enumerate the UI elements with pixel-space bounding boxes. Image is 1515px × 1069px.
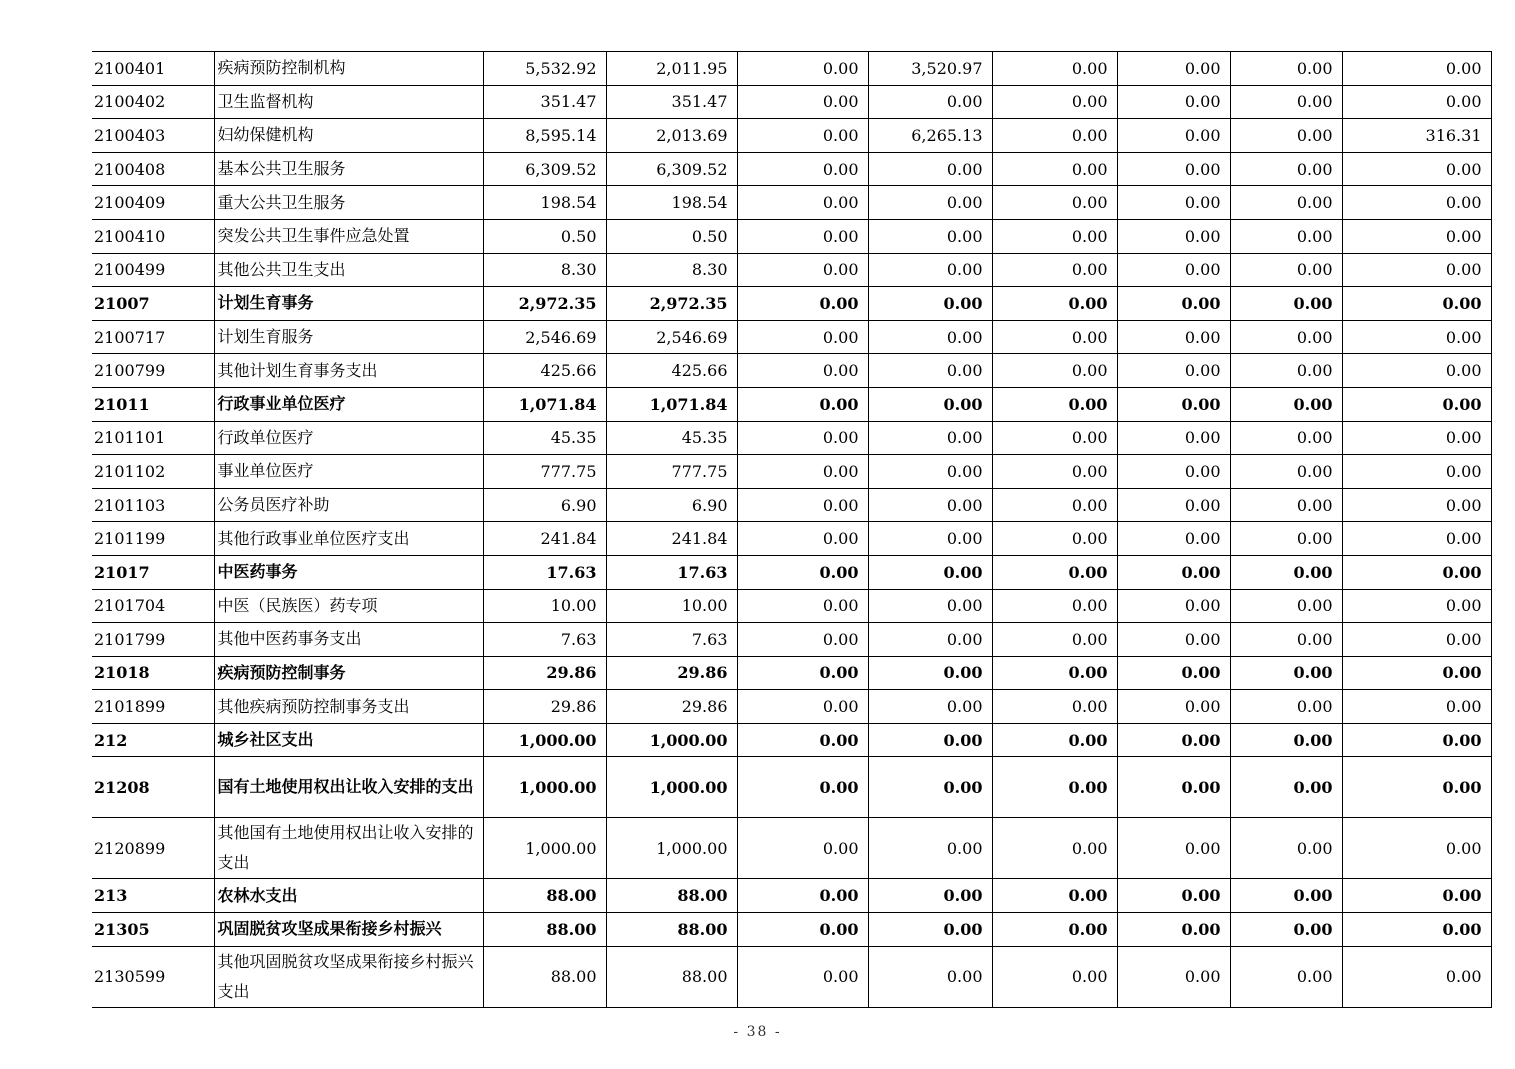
row-name: 其他公共卫生支出 <box>214 253 483 287</box>
table-row <box>92 913 1491 947</box>
row-value: 1,071.84 <box>483 387 606 421</box>
row-value: 2,972.35 <box>483 287 606 321</box>
table-row <box>92 387 1491 421</box>
row-code: 2100410 <box>92 219 214 253</box>
row-value: 1,071.84 <box>606 387 737 421</box>
row-value: 88.00 <box>483 913 606 947</box>
row-value: 425.66 <box>606 354 737 388</box>
row-value: 198.54 <box>606 186 737 220</box>
row-value: 1,000.00 <box>483 723 606 757</box>
row-value: 0.00 <box>1342 946 1491 1007</box>
row-value: 0.00 <box>992 186 1117 220</box>
row-code: 21017 <box>92 555 214 589</box>
row-value: 0.00 <box>992 421 1117 455</box>
row-value: 8.30 <box>606 253 737 287</box>
row-value: 0.00 <box>992 488 1117 522</box>
row-value: 0.00 <box>1117 723 1230 757</box>
row-value: 0.00 <box>1230 455 1342 489</box>
row-value: 777.75 <box>606 455 737 489</box>
row-value: 0.00 <box>868 589 992 623</box>
row-value: 0.00 <box>868 219 992 253</box>
row-code: 2101199 <box>92 522 214 556</box>
row-value: 0.00 <box>737 354 868 388</box>
row-value: 0.00 <box>1117 757 1230 818</box>
row-value: 0.00 <box>868 287 992 321</box>
table-row <box>92 488 1491 522</box>
row-value: 0.00 <box>1342 723 1491 757</box>
row-value: 0.00 <box>992 555 1117 589</box>
row-name: 中医（民族医）药专项 <box>214 589 483 623</box>
row-value: 0.00 <box>992 287 1117 321</box>
row-name: 疾病预防控制事务 <box>214 656 483 690</box>
row-value: 0.00 <box>1230 421 1342 455</box>
row-code: 2101102 <box>92 455 214 489</box>
row-value: 0.00 <box>1342 488 1491 522</box>
row-value: 2,546.69 <box>606 320 737 354</box>
row-value: 0.00 <box>737 387 868 421</box>
row-code: 212 <box>92 723 214 757</box>
row-value: 0.00 <box>737 287 868 321</box>
row-value: 6.90 <box>606 488 737 522</box>
row-value: 0.00 <box>1230 488 1342 522</box>
budget-table <box>92 51 1492 1008</box>
row-value: 0.00 <box>868 656 992 690</box>
row-value: 0.00 <box>1230 656 1342 690</box>
row-code: 21305 <box>92 913 214 947</box>
row-value: 29.86 <box>483 690 606 724</box>
row-name: 其他巩固脱贫攻坚成果衔接乡村振兴支出 <box>214 946 483 1007</box>
table-row <box>92 555 1491 589</box>
row-name: 疾病预防控制机构 <box>214 52 483 86</box>
row-value: 0.00 <box>1342 455 1491 489</box>
row-value: 0.00 <box>1230 186 1342 220</box>
row-value: 0.00 <box>1342 186 1491 220</box>
table-row <box>92 723 1491 757</box>
row-value: 1,000.00 <box>606 723 737 757</box>
row-value: 0.00 <box>737 757 868 818</box>
row-name: 中医药事务 <box>214 555 483 589</box>
row-value: 0.00 <box>1342 287 1491 321</box>
row-name: 城乡社区支出 <box>214 723 483 757</box>
row-value: 88.00 <box>483 946 606 1007</box>
row-value: 7.63 <box>606 623 737 657</box>
row-value: 0.00 <box>868 818 992 879</box>
row-value: 0.00 <box>1342 757 1491 818</box>
row-value: 0.00 <box>1230 52 1342 86</box>
row-value: 0.00 <box>1117 253 1230 287</box>
row-value: 0.00 <box>1342 354 1491 388</box>
row-value: 0.00 <box>868 879 992 913</box>
row-code: 2101799 <box>92 623 214 657</box>
row-name: 计划生育服务 <box>214 320 483 354</box>
row-value: 0.00 <box>868 253 992 287</box>
row-value: 0.00 <box>1230 320 1342 354</box>
row-value: 0.00 <box>1342 818 1491 879</box>
row-value: 1,000.00 <box>606 757 737 818</box>
row-value: 0.00 <box>1117 455 1230 489</box>
row-value: 0.00 <box>992 320 1117 354</box>
row-value: 0.00 <box>1230 152 1342 186</box>
row-value: 1,000.00 <box>483 818 606 879</box>
row-code: 2120899 <box>92 818 214 879</box>
row-value: 8.30 <box>483 253 606 287</box>
row-value: 10.00 <box>606 589 737 623</box>
row-name: 农林水支出 <box>214 879 483 913</box>
row-value: 0.00 <box>1342 522 1491 556</box>
row-value: 0.00 <box>868 186 992 220</box>
row-value: 0.00 <box>1342 913 1491 947</box>
row-value: 0.00 <box>737 690 868 724</box>
table-row <box>92 656 1491 690</box>
row-value: 0.00 <box>992 387 1117 421</box>
row-value: 6.90 <box>483 488 606 522</box>
row-code: 2100402 <box>92 85 214 119</box>
row-value: 0.00 <box>992 589 1117 623</box>
row-value: 0.00 <box>1230 690 1342 724</box>
row-value: 0.00 <box>737 946 868 1007</box>
row-value: 88.00 <box>606 913 737 947</box>
row-value: 0.00 <box>1117 623 1230 657</box>
row-value: 0.00 <box>737 85 868 119</box>
row-code: 2100408 <box>92 152 214 186</box>
row-value: 0.00 <box>868 555 992 589</box>
table-row <box>92 946 1491 1007</box>
row-code: 2100717 <box>92 320 214 354</box>
row-value: 0.00 <box>992 656 1117 690</box>
row-name: 其他疾病预防控制事务支出 <box>214 690 483 724</box>
row-value: 6,309.52 <box>483 152 606 186</box>
page-number: - 38 - <box>733 1024 782 1040</box>
row-value: 2,972.35 <box>606 287 737 321</box>
row-value: 0.50 <box>483 219 606 253</box>
table-row <box>92 152 1491 186</box>
row-value: 0.00 <box>1230 119 1342 153</box>
row-value: 0.00 <box>1117 421 1230 455</box>
row-value: 0.00 <box>868 85 992 119</box>
row-value: 0.50 <box>606 219 737 253</box>
row-value: 777.75 <box>483 455 606 489</box>
row-value: 0.00 <box>737 119 868 153</box>
row-value: 0.00 <box>1230 387 1342 421</box>
row-code: 2101103 <box>92 488 214 522</box>
row-value: 0.00 <box>1230 287 1342 321</box>
row-value: 0.00 <box>992 354 1117 388</box>
row-value: 0.00 <box>1230 85 1342 119</box>
row-value: 0.00 <box>1230 219 1342 253</box>
row-value: 0.00 <box>1230 723 1342 757</box>
row-value: 0.00 <box>868 522 992 556</box>
row-value: 0.00 <box>1230 757 1342 818</box>
row-name: 行政事业单位医疗 <box>214 387 483 421</box>
row-code: 2101101 <box>92 421 214 455</box>
row-value: 5,532.92 <box>483 52 606 86</box>
row-value: 2,013.69 <box>606 119 737 153</box>
row-value: 0.00 <box>737 186 868 220</box>
table-row <box>92 320 1491 354</box>
row-value: 88.00 <box>606 946 737 1007</box>
row-value: 0.00 <box>1230 522 1342 556</box>
row-value: 29.86 <box>483 656 606 690</box>
row-value: 0.00 <box>992 522 1117 556</box>
row-value: 0.00 <box>1117 656 1230 690</box>
row-value: 0.00 <box>737 623 868 657</box>
row-value: 0.00 <box>992 723 1117 757</box>
row-code: 2100403 <box>92 119 214 153</box>
table-row <box>92 85 1491 119</box>
row-value: 0.00 <box>992 119 1117 153</box>
row-value: 1,000.00 <box>606 818 737 879</box>
row-value: 2,011.95 <box>606 52 737 86</box>
row-value: 0.00 <box>1230 555 1342 589</box>
row-value: 0.00 <box>1117 85 1230 119</box>
row-value: 0.00 <box>992 879 1117 913</box>
row-value: 0.00 <box>1230 623 1342 657</box>
row-value: 0.00 <box>992 52 1117 86</box>
row-value: 0.00 <box>868 320 992 354</box>
table-row <box>92 589 1491 623</box>
row-value: 0.00 <box>868 913 992 947</box>
table-row <box>92 455 1491 489</box>
row-value: 0.00 <box>992 455 1117 489</box>
row-value: 0.00 <box>992 623 1117 657</box>
row-value: 0.00 <box>1117 219 1230 253</box>
row-value: 316.31 <box>1342 119 1491 153</box>
row-value: 0.00 <box>1342 421 1491 455</box>
row-value: 0.00 <box>737 723 868 757</box>
row-value: 351.47 <box>606 85 737 119</box>
row-value: 0.00 <box>992 85 1117 119</box>
table-row <box>92 354 1491 388</box>
row-value: 0.00 <box>737 152 868 186</box>
row-value: 45.35 <box>606 421 737 455</box>
table-row <box>92 119 1491 153</box>
row-code: 2100499 <box>92 253 214 287</box>
row-value: 0.00 <box>737 219 868 253</box>
table-row <box>92 818 1491 879</box>
row-value: 0.00 <box>992 690 1117 724</box>
row-code: 2101704 <box>92 589 214 623</box>
row-value: 0.00 <box>992 757 1117 818</box>
table-row <box>92 522 1491 556</box>
row-value: 0.00 <box>1342 690 1491 724</box>
row-value: 0.00 <box>1230 354 1342 388</box>
row-name: 其他行政事业单位医疗支出 <box>214 522 483 556</box>
row-value: 0.00 <box>1230 818 1342 879</box>
row-value: 7.63 <box>483 623 606 657</box>
row-value: 0.00 <box>737 253 868 287</box>
row-code: 21007 <box>92 287 214 321</box>
row-value: 17.63 <box>606 555 737 589</box>
row-name: 行政单位医疗 <box>214 421 483 455</box>
row-value: 0.00 <box>1117 946 1230 1007</box>
row-value: 0.00 <box>737 522 868 556</box>
row-code: 213 <box>92 879 214 913</box>
row-value: 0.00 <box>992 152 1117 186</box>
row-value: 0.00 <box>868 723 992 757</box>
row-value: 45.35 <box>483 421 606 455</box>
row-code: 21011 <box>92 387 214 421</box>
row-name: 基本公共卫生服务 <box>214 152 483 186</box>
row-value: 0.00 <box>1117 522 1230 556</box>
row-value: 0.00 <box>1117 913 1230 947</box>
row-value: 0.00 <box>1230 879 1342 913</box>
row-value: 0.00 <box>1117 119 1230 153</box>
table-row <box>92 52 1491 86</box>
table-row <box>92 219 1491 253</box>
table-row <box>92 421 1491 455</box>
row-value: 0.00 <box>737 555 868 589</box>
row-value: 0.00 <box>1117 287 1230 321</box>
row-value: 198.54 <box>483 186 606 220</box>
row-value: 0.00 <box>992 946 1117 1007</box>
row-value: 0.00 <box>1117 320 1230 354</box>
row-value: 0.00 <box>737 320 868 354</box>
row-value: 0.00 <box>1117 555 1230 589</box>
row-code: 2100401 <box>92 52 214 86</box>
row-value: 6,265.13 <box>868 119 992 153</box>
row-value: 0.00 <box>868 455 992 489</box>
row-value: 0.00 <box>1230 253 1342 287</box>
row-value: 0.00 <box>1230 946 1342 1007</box>
row-value: 0.00 <box>1117 818 1230 879</box>
row-value: 0.00 <box>1342 152 1491 186</box>
row-value: 0.00 <box>868 488 992 522</box>
table-row <box>92 186 1491 220</box>
row-value: 0.00 <box>737 455 868 489</box>
row-value: 0.00 <box>737 818 868 879</box>
row-name: 突发公共卫生事件应急处置 <box>214 219 483 253</box>
row-value: 0.00 <box>737 656 868 690</box>
row-name: 其他国有土地使用权出让收入安排的支出 <box>214 818 483 879</box>
row-value: 0.00 <box>868 623 992 657</box>
table-row <box>92 879 1491 913</box>
row-value: 0.00 <box>1230 589 1342 623</box>
row-name: 巩固脱贫攻坚成果衔接乡村振兴 <box>214 913 483 947</box>
row-value: 0.00 <box>1117 354 1230 388</box>
row-value: 0.00 <box>1117 387 1230 421</box>
row-value: 0.00 <box>1117 488 1230 522</box>
row-code: 2101899 <box>92 690 214 724</box>
row-value: 0.00 <box>1342 52 1491 86</box>
row-value: 0.00 <box>1342 879 1491 913</box>
row-value: 8,595.14 <box>483 119 606 153</box>
row-value: 0.00 <box>737 52 868 86</box>
row-value: 0.00 <box>1117 589 1230 623</box>
row-value: 0.00 <box>868 421 992 455</box>
row-value: 0.00 <box>1342 85 1491 119</box>
row-name: 公务员医疗补助 <box>214 488 483 522</box>
row-value: 88.00 <box>483 879 606 913</box>
row-value: 241.84 <box>483 522 606 556</box>
table-row <box>92 690 1491 724</box>
row-value: 88.00 <box>606 879 737 913</box>
table-row <box>92 623 1491 657</box>
row-value: 351.47 <box>483 85 606 119</box>
row-value: 0.00 <box>1117 186 1230 220</box>
row-code: 2130599 <box>92 946 214 1007</box>
row-value: 0.00 <box>868 690 992 724</box>
row-value: 0.00 <box>1117 152 1230 186</box>
row-value: 0.00 <box>1342 656 1491 690</box>
row-name: 事业单位医疗 <box>214 455 483 489</box>
row-value: 0.00 <box>1342 387 1491 421</box>
row-value: 0.00 <box>737 589 868 623</box>
row-name: 其他中医药事务支出 <box>214 623 483 657</box>
table-row <box>92 287 1491 321</box>
row-value: 6,309.52 <box>606 152 737 186</box>
row-value: 0.00 <box>868 757 992 818</box>
row-value: 0.00 <box>992 818 1117 879</box>
row-value: 0.00 <box>737 913 868 947</box>
row-value: 0.00 <box>868 946 992 1007</box>
row-value: 0.00 <box>1342 219 1491 253</box>
row-value: 1,000.00 <box>483 757 606 818</box>
row-value: 3,520.97 <box>868 52 992 86</box>
row-value: 0.00 <box>737 879 868 913</box>
row-value: 0.00 <box>992 913 1117 947</box>
row-name: 妇幼保健机构 <box>214 119 483 153</box>
row-value: 0.00 <box>1342 555 1491 589</box>
row-value: 0.00 <box>868 387 992 421</box>
row-value: 0.00 <box>1342 589 1491 623</box>
row-code: 2100799 <box>92 354 214 388</box>
row-name: 重大公共卫生服务 <box>214 186 483 220</box>
row-name: 卫生监督机构 <box>214 85 483 119</box>
row-value: 0.00 <box>1342 623 1491 657</box>
row-value: 241.84 <box>606 522 737 556</box>
table-body <box>92 52 1491 1008</box>
row-value: 10.00 <box>483 589 606 623</box>
row-code: 21018 <box>92 656 214 690</box>
row-name: 国有土地使用权出让收入安排的支出 <box>214 757 483 818</box>
row-value: 0.00 <box>992 253 1117 287</box>
row-value: 0.00 <box>1117 52 1230 86</box>
row-value: 0.00 <box>992 219 1117 253</box>
row-value: 0.00 <box>1342 253 1491 287</box>
table-row <box>92 253 1491 287</box>
row-value: 0.00 <box>1117 879 1230 913</box>
row-value: 0.00 <box>737 488 868 522</box>
row-value: 0.00 <box>1342 320 1491 354</box>
row-value: 2,546.69 <box>483 320 606 354</box>
row-value: 0.00 <box>868 152 992 186</box>
row-code: 2100409 <box>92 186 214 220</box>
row-code: 21208 <box>92 757 214 818</box>
row-value: 29.86 <box>606 690 737 724</box>
row-name: 其他计划生育事务支出 <box>214 354 483 388</box>
row-value: 0.00 <box>1230 913 1342 947</box>
table-row <box>92 757 1491 818</box>
row-value: 0.00 <box>868 354 992 388</box>
row-name: 计划生育事务 <box>214 287 483 321</box>
row-value: 425.66 <box>483 354 606 388</box>
row-value: 17.63 <box>483 555 606 589</box>
row-value: 0.00 <box>1117 690 1230 724</box>
row-value: 29.86 <box>606 656 737 690</box>
row-value: 0.00 <box>737 421 868 455</box>
